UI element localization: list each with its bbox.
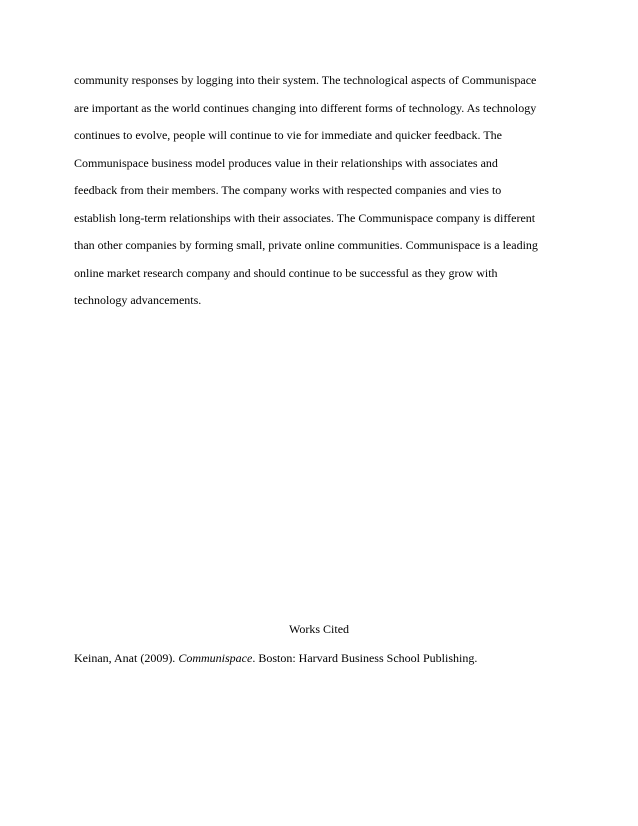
works-cited-heading: Works Cited bbox=[288, 622, 350, 636]
paragraph-line: establish long-term relationships with their associates. The Communispace company is different bbox=[74, 210, 536, 225]
body-paragraph bbox=[74, 67, 574, 315]
paragraph-line: online market research company and should continue to be successful as they grow with bbox=[74, 265, 498, 280]
paragraph-line: feedback from their members. The company works with respected companies and vies to bbox=[74, 183, 502, 197]
paragraph-line: are important as the world continues changing into different forms of technology. As technology bbox=[74, 100, 537, 115]
citation-entry bbox=[74, 648, 477, 668]
paragraph-line: community responses by logging into their system. The technological aspects of Communispace bbox=[74, 73, 537, 87]
citation-publisher: . Boston: Harvard Business School Publishing. bbox=[252, 651, 478, 665]
paragraph-line: than other companies by forming small, private online communities. Communispace is a leading bbox=[74, 238, 538, 252]
paragraph-line: technology advancements. bbox=[74, 293, 202, 307]
citation-title: Communispace bbox=[178, 651, 253, 665]
citation-author-year: Keinan, Anat (2009). bbox=[74, 651, 179, 665]
paragraph-line: continues to evolve, people will continue to vie for immediate and quicker feedback. The bbox=[74, 128, 502, 142]
paragraph-line: Communispace business model produces value in their relationships with associates and bbox=[74, 155, 498, 170]
